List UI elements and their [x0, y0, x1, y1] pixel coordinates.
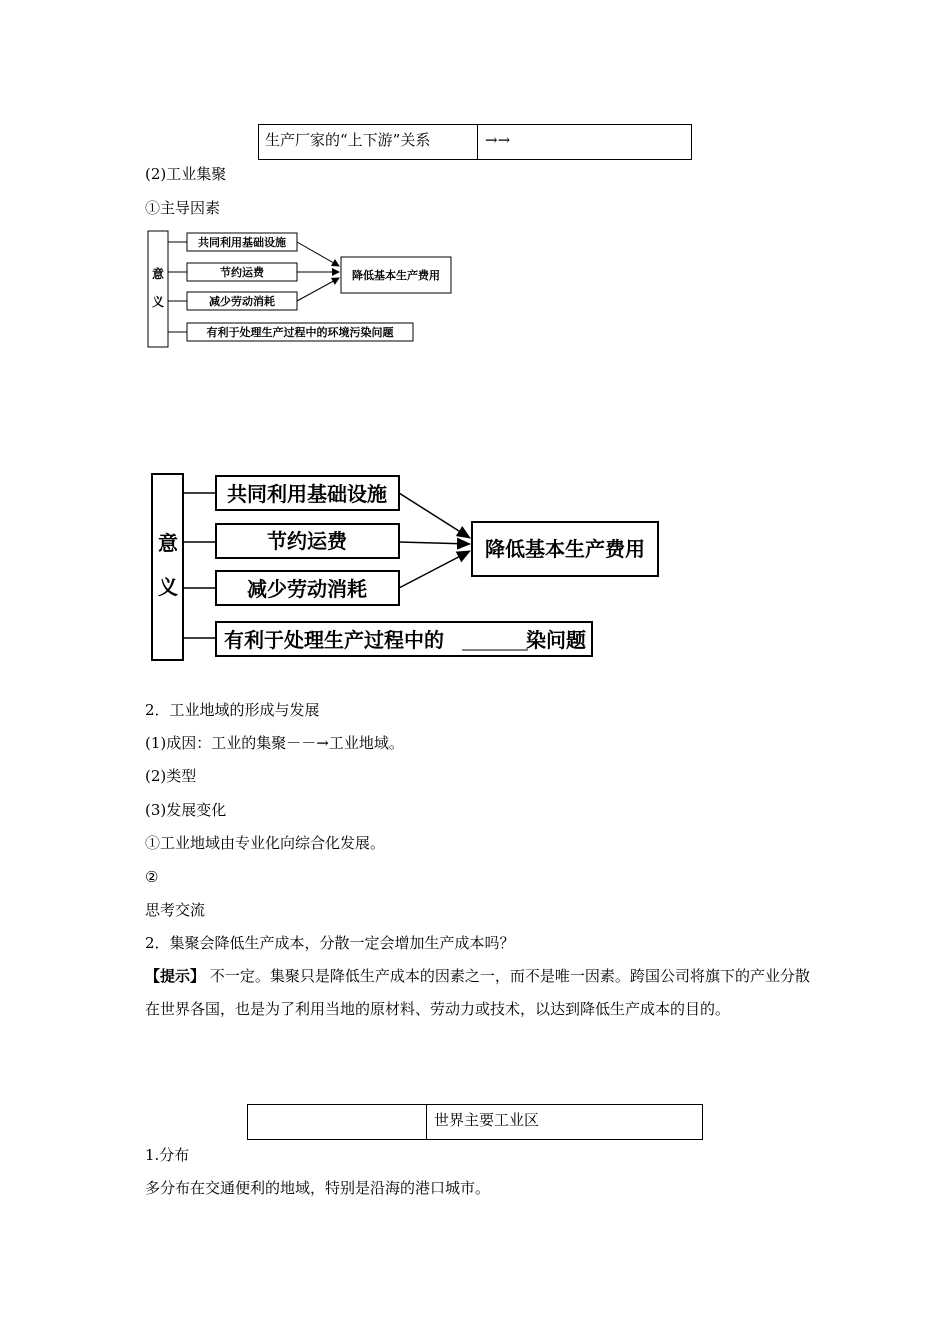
side-label-bottom: 义: [158, 575, 178, 599]
question-line: 2．集聚会降低生产成本，分散一定会增加生产成本吗？: [145, 934, 515, 952]
table-divider: [477, 125, 478, 159]
bottom-item-suffix: 染问题: [526, 628, 586, 652]
hint-label: 【提示】: [145, 967, 206, 985]
bottom-item-text: 有利于处理生产过程中的环境污染问题: [206, 326, 394, 339]
hint-paragraph: [145, 960, 810, 1026]
side-label-box: [148, 231, 168, 347]
item-text-2: 节约运费: [267, 529, 347, 553]
upstream-table-left-cell: 生产厂家的“上下游”关系: [265, 131, 431, 149]
development-item-1: ①工业地域由专业化向综合化发展。: [145, 834, 386, 852]
section-industrial-agglomeration: (2)工业集聚: [145, 165, 227, 183]
subheading-dominant-factors: ①主导因素: [145, 199, 221, 217]
item-text-1: 共同利用基础设施: [198, 236, 286, 249]
side-label-bottom: 义: [151, 295, 165, 309]
result-text: 降低基本生产费用: [485, 537, 645, 561]
development-item-2: ②: [145, 868, 159, 886]
hint-text: 不一定。集聚只是降低生产成本的因素之一，而不是唯一因素。跨国公司将旗下的产业分散在世界各国，也是为了利用当地的原材料、劳动力或技术，以达到降低生产成本的目的。: [145, 967, 810, 1018]
cause-line: (1)成因：工业的集聚－－→工业地域。: [145, 734, 404, 752]
types-line: (2)类型: [145, 767, 197, 785]
think-exchange-heading: 思考交流: [145, 901, 206, 919]
upstream-table: [258, 124, 692, 160]
item-text-3: 减少劳动消耗: [247, 577, 367, 601]
side-label-box: [152, 474, 183, 660]
significance-diagram-small: [145, 228, 455, 350]
bottom-item-prefix: 有利于处理生产过程中的: [224, 628, 444, 652]
upstream-table-right-cell: →→: [485, 131, 511, 149]
table-divider: [426, 1105, 427, 1139]
item-text-2: 节约运费: [220, 266, 264, 279]
heading-industrial-region: 2．工业地域的形成与发展: [145, 701, 320, 719]
significance-diagram-large: [146, 466, 696, 664]
item-text-1: 共同利用基础设施: [227, 482, 387, 506]
development-line: (3)发展变化: [145, 801, 227, 819]
industrial-zones-table: [247, 1104, 703, 1140]
item-text-3: 减少劳动消耗: [209, 295, 275, 308]
side-label-top: 意: [151, 267, 165, 281]
result-text: 降低基本生产费用: [352, 269, 440, 282]
industrial-zones-table-right-cell: 世界主要工业区: [434, 1111, 540, 1129]
side-label-top: 意: [158, 531, 178, 555]
distribution-text: 多分布在交通便利的地域，特别是沿海的港口城市。: [145, 1179, 491, 1197]
distribution-heading: 1.分布: [145, 1146, 190, 1164]
